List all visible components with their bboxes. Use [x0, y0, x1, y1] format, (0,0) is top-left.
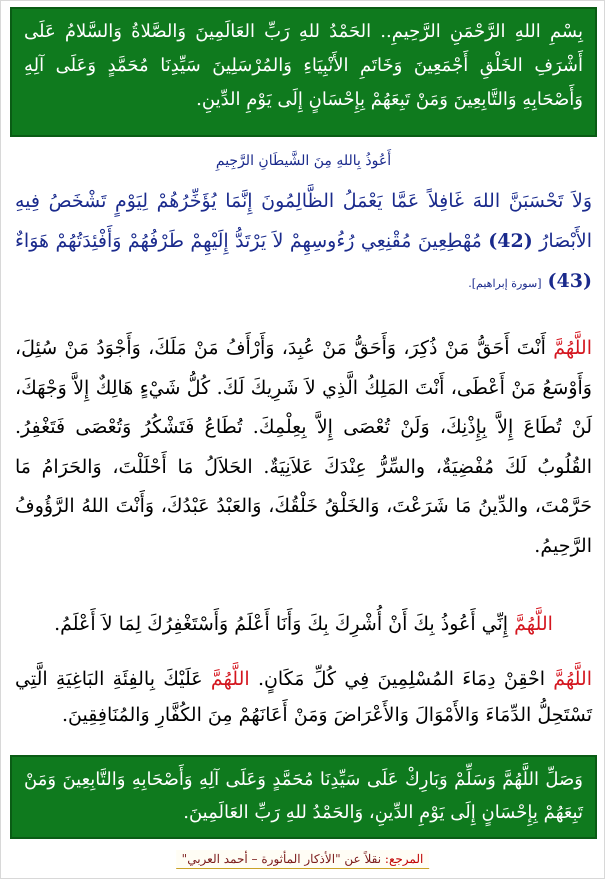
- closing-salawat-box: [10, 755, 597, 839]
- taawudh-line: أَعُوذُ بِاللهِ مِنَ الشَّيطَانِ الرَّجِيمِ: [215, 153, 392, 169]
- supplication-3: [15, 661, 592, 733]
- closing-salawat-text: وَصَلِّ اللَّهُمَّ وَسَلِّمْ وَبَارِكْ عَلَى سَيِّدِنَا مُحَمَّدٍ وَعَلَى آلِهِ وَأَصْحَابِهِ وَالتَّابِعِينَ وَمَنْ تَبِعَهُمْ بِإِحْسَانٍ إِلَى يَوْمِ الدِّينِ، وَالحَمْدُ للهِ رَبِّ العَالَمِينَ.: [24, 769, 583, 823]
- allahumma-label: اللَّهُمَّ: [514, 613, 553, 635]
- allahumma-label: اللَّهُمَّ: [553, 337, 592, 359]
- supplication-3-text-2: عَلَيْكَ بِالفِئَةِ البَاغِيَةِ الَّتِي تَسْتَحِلُّ الدِّمَاءَ وَالأَمْوَالَ وَالأَعْرَاضَ وَمَنْ أَعَانَهُمْ مِنَ الكُفَّارِ وَالمُنَافِقِينَ.: [15, 668, 592, 726]
- supplication-1: [15, 329, 592, 566]
- allahumma-label: اللَّهُمَّ: [210, 668, 250, 690]
- quran-verse: [15, 181, 592, 304]
- verse-text-42: وَلاَ تَحْسَبَنَّ اللهَ غَافِلاً عَمَّا يَعْمَلُ الظَّالِمُونَ إِنَّمَا يُؤَخِّرُهُمْ لِيَوْمٍ تَشْخَصُ فِيهِ الأَبْصَارُ: [15, 190, 592, 252]
- verse-number-43: (43): [547, 270, 592, 292]
- surah-reference: [سورة إبراهيم].: [468, 277, 542, 290]
- supplication-2: [1, 607, 605, 641]
- opening-praise-text: بِسْمِ اللهِ الرَّحْمَنِ الرَّحِيمِ.. الحَمْدُ للهِ رَبِّ العَالَمِينَ وَالصَّلاةُ وَالسَّلامُ عَلَى أَشْرَفِ الخَلْقِ أَجْمَعِينَ وَخَاتَمِ الأَنْبِيَاءِ وَالمُرْسَلِينَ سَيِّدِنَا مُحَمَّدٍ وَعَلَى آلِهِ وَأَصْحَابِهِ وَالتَّابِعِينَ وَمَنْ تَبِعَهُمْ بِإِحْسَانٍ إِلَى يَوْمِ الدِّينِ.: [24, 21, 583, 110]
- allahumma-label: اللَّهُمَّ: [553, 668, 592, 690]
- supplication-3-text-1: احْقِنْ دِمَاءَ المُسْلِمِينَ فِي كُلِّ مَكَانٍ.: [257, 668, 545, 690]
- verse-number-42: (42): [488, 230, 533, 252]
- reference-label: المرجع:: [384, 852, 424, 866]
- reference-note: [176, 850, 430, 869]
- supplication-2-text: إِنِّي أَعُوذُ بِكَ أَنْ أُشْرِكَ بِكَ وَأَنَا أَعْلَمُ وَأَسْتَغْفِرُكَ لِمَا لاَ أَعْلَمُ.: [54, 613, 509, 635]
- verse-text-43: مُهْطِعِينَ مُقْنِعِي رُءُوسِهِمْ لاَ يَرْتَدُّ إِلَيْهِمْ طَرْفُهُمْ وَأَفْئِدَتُهُمْ هَوَاءٌ: [15, 230, 482, 252]
- opening-praise-box: [10, 7, 597, 137]
- supplication-1-text: أَنْتَ أَحَقُّ مَنْ ذُكِرَ، وَأَحَقُّ مَنْ عُبِدَ، وَأَرْأَفُ مَنْ مَلَكَ، وَأَجْوَدُ مَنْ سُئِلَ، وَأَوْسَعُ مَنْ أَعْطَى، أَنْتَ المَلِكُ الَّذِي لاَ شَرِيكَ لَكَ. كُلُّ شَيْءٍ هَالِكٌ إِلاَّ وَجْهَكَ، لَنْ تُطَاعَ إِلاَّ بِإِذْنِكَ، وَلَنْ تُعْصَى إِلاَّ بِعِلْمِكَ. تُطَاعُ فَتَشْكُرُ وَتُعْصَى فَتَغْفِرُ. القُلُوبُ لَكَ مُفْضِيَةٌ، والسِّرُّ عِنْدَكَ عَلاَنِيَةٌ. الحَلاَلُ مَا أَحْلَلْتَ، وَالحَرَامُ مَا حَرَّمْتَ، والدِّينُ مَا شَرَعْتَ، وَالخَلْقُ خَلْقُكَ، وَالعَبْدُ عَبْدُكَ، وَأَنْتَ اللهُ الرَّؤُوفُ الرَّحِيمُ.: [15, 337, 592, 557]
- reference-source: نقلاً عن "الأذكار المأثورة – أحمد العربي": [181, 852, 382, 866]
